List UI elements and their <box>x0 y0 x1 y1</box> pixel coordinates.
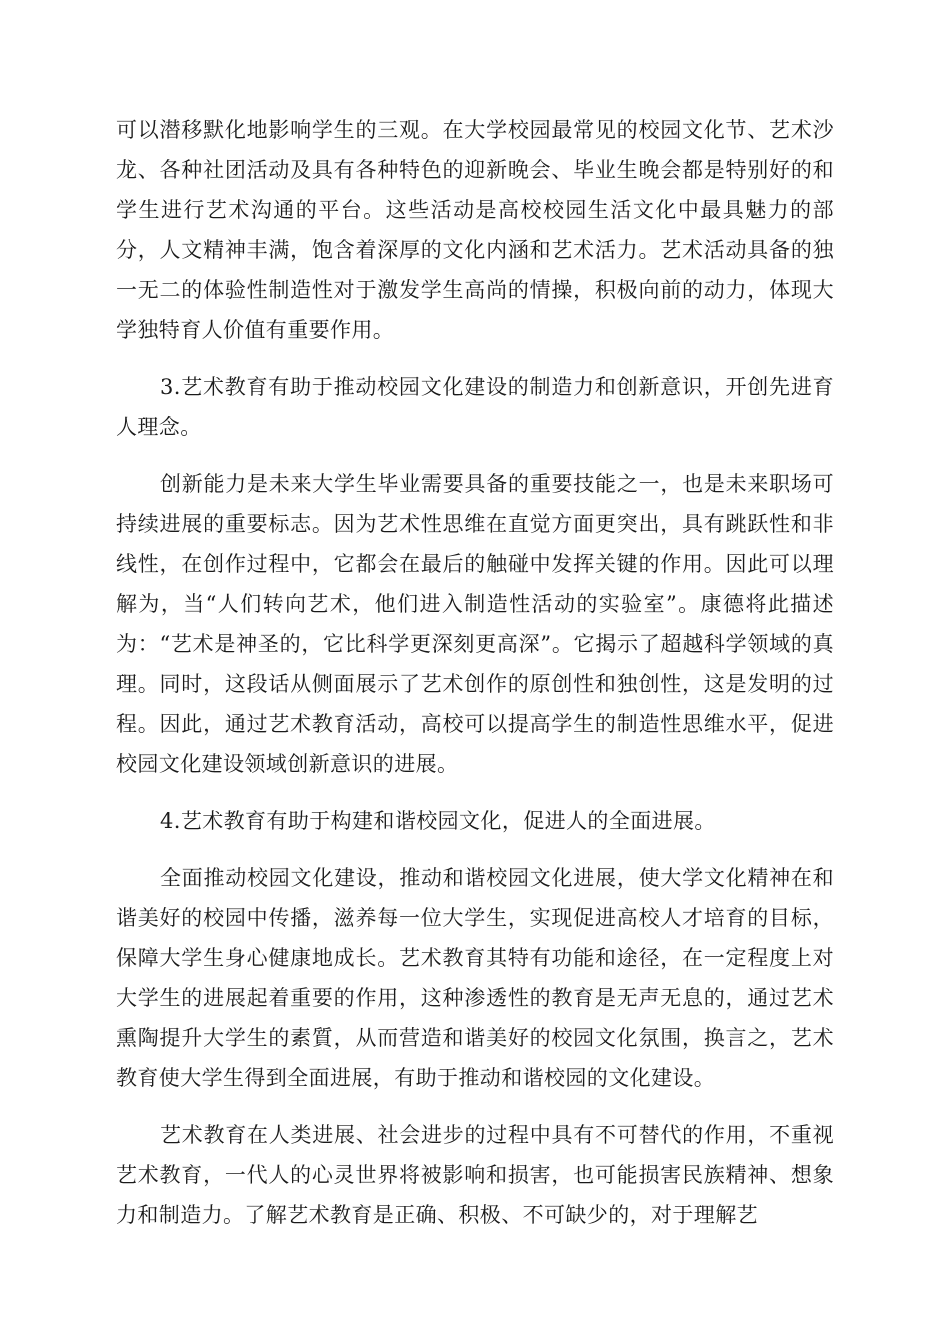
paragraph-continued: 可以潜移默化地影响学生的三观。在大学校园最常见的校园文化节、艺术沙龙、各种社团活动及具有各种特色的迎新晚会、毕业生晚会都是特别好的和学生进行艺术沟通的平台。这些活动是高校校园生活文化中最具魅力的部分，人文精神丰满，饱含着深厚的文化内涵和艺术活力。艺术活动具备的独一无二的体验性制造性对于激发学生高尚的情操，积极向前的动力，体现大学独特育人价值有重要作用。 <box>116 118 834 342</box>
paragraph-gap <box>116 784 834 801</box>
paragraph-creativity: 创新能力是未来大学生毕业需要具备的重要技能之一，也是未来职场可持续进展的重要标志。因为艺术性思维在直觉方面更突出，具有跳跃性和非线性，在创作过程中，它都会在最后的触碰中发挥关键的作用。因此可以理解为，当“人们转向艺术，他们进入制造性活动的实验室”。康德将此描述为：“艺术是神圣的，它比科学更深刻更高深”。它揭示了超越科学领域的真理。同时，这段话从侧面展示了艺术创作的原创性和独创性，这是发明的过程。因此，通过艺术教育活动，高校可以提高学生的制造性思维水平，促进校园文化建设领域创新意识的进展。 <box>116 472 834 776</box>
document-page <box>116 110 834 1235</box>
section-heading-3: 3.艺术教育有助于推动校园文化建设的制造力和创新意识，开创先进育人理念。 <box>116 375 834 439</box>
paragraph-harmony: 全面推动校园文化建设，推动和谐校园文化进展，使大学文化精神在和谐美好的校园中传播，滋养每一位大学生，实现促进高校人才培育的目标，保障大学生身心健康地成长。艺术教育其特有功能和途径，在一定程度上对大学生的进展起着重要的作用，这种渗透性的教育是无声无息的，通过艺术熏陶提升大学生的素質，从而营造和谐美好的校园文化氛围，换言之，艺术教育使大学生得到全面进展，有助于推动和谐校园的文化建设。 <box>116 866 834 1090</box>
paragraph-gap <box>116 447 834 464</box>
paragraph-conclusion: 艺术教育在人类进展、社会进步的过程中具有不可替代的作用，不重视艺术教育，一代人的心灵世界将被影响和损害，也可能损害民族精神、想象力和制造力。了解艺术教育是正确、积极、不可缺少的，对于理解艺 <box>116 1123 834 1227</box>
paragraph-gap <box>116 1098 834 1115</box>
paragraph-gap <box>116 841 834 858</box>
paragraph-gap <box>116 350 834 367</box>
section-heading-4: 4.艺术教育有助于构建和谐校园文化，促进人的全面进展。 <box>160 809 716 833</box>
